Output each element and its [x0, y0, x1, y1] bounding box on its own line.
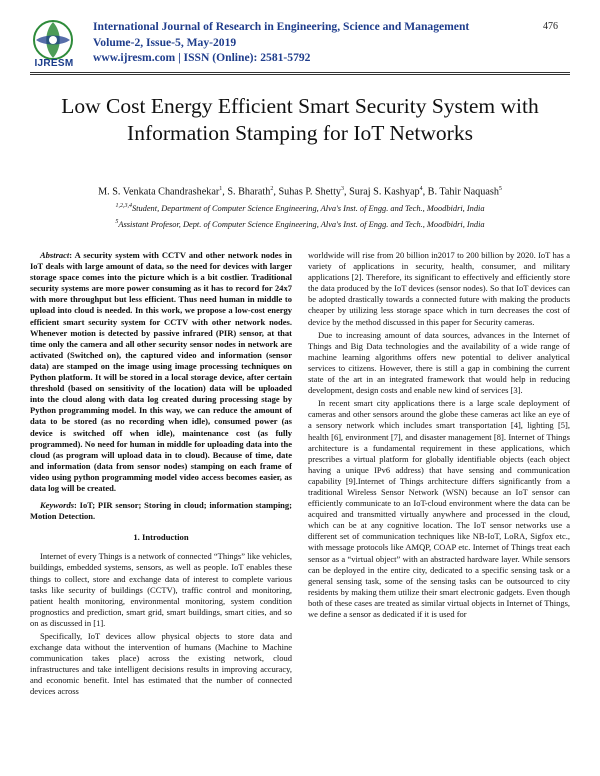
author-list: M. S. Venkata Chandrashekar$^1$, S. Bharath$^2$, Suhas P. Shetty$^3$, Suraj S. Kashyap$^4$, B. Tahir Naquash$^5$: [98, 186, 502, 198]
journal-title: International Journal of Research in Engineering, Science and Management: [93, 20, 470, 33]
header-divider: [30, 72, 570, 73]
paragraph: Internet of every Things is a network of connected “Things” like vehicles, buildings, embedded systems, sensors, as well as people. IoT enables these things to collect, store and exchange data of interest to complete various tasks like security of buildings (CCTV), traffic control and monitoring, patient health monitoring, environmental monitoring, system condition prognostics and prediction, smart grid, smart buildings, smart cities, and so on as discussed in [1].: [30, 551, 292, 628]
affiliation-students: $^{1,2,3,4}$Student, Department of Computer Science Engineering, Alva's Inst. of Engg. and Tech., Moodbidri, India: [115, 203, 485, 213]
header-divider-2: [30, 74, 570, 75]
affiliation-professor: $^5$Assistant Profesor, Dept. of Computer Science Engineering, Alva's Inst. of Engg. and Tech., Moodbidri, India: [115, 219, 485, 229]
left-column: [30, 250, 292, 700]
paper-title: Low Cost Energy Efficient Smart Security System with Information Stamping for IoT Networks: [61, 94, 539, 145]
author-name: S. Bharath: [227, 186, 271, 198]
journal-url-issn: www.ijresm.com | ISSN (Online): 2581-5792: [93, 51, 311, 64]
logo-text: IJRESM: [34, 58, 74, 69]
paragraph: Specifically, IoT devices allow physical objects to store data and exchange data without the intervention of humans (Machine to Machine communication takes place) across the existing network, cloud infrastructures and take intelligent decisions results in improving accuracy, and economic benefit. Intel has estimated that the number of connected devices across: [30, 631, 292, 697]
right-column: [308, 250, 570, 622]
abstract: Abstract: A security system with CCTV and other network nodes in IoT deals with large amount of data, so the need for devices with larger storage space comes into the picture which is a bit costlier. Traditional security systems are more power consuming as it has to record for 24x7 with more throughput but less efficient. Thus need human in middle to upload into cloud is needed. In this work, we propose a low-cost energy efficient smart security system for CCTV with other network nodes. Whenever motion is detected by passive infrared (PIR) sensor, at that time only the camera and all other security sensor nodes in network are activated (Switched on), the captured video and information (sensor data) are stamped on the image using image processing techniques on Python platform. It will be stored in a local storage device, after certain threshold (based on sensitivity of the location) data will be uploaded into the cloud along with data log created during processing stage by Python programming model. In this way, we can reduce the amount of data to be stored (as no recording when idle), consumed power (as device is switched off when idle), maintenance cost (as fully programmed). No need for human in middle for uploading data into the cloud (as program will upload data in to cloud). Because of time, date and information (data from sensor nodes) stamping on each frame of video using python programming model video access becomes easier, as data log will be created.: [30, 250, 292, 493]
keywords: Keywords: IoT; PIR sensor; Storing in cloud; information stamping; Motion Detection.: [30, 500, 292, 522]
section-heading: 1. Introduction: [133, 532, 189, 543]
author-name: M. S. Venkata Chandrashekar: [98, 186, 220, 198]
journal-volume: Volume-2, Issue-5, May-2019: [93, 35, 237, 49]
paragraph: Due to increasing amount of data sources, advances in the Internet of Things and Big Data technologies and the availability of a wide range of machine learning algorithms offers new potential to deliver analytical services to citizens. However, there is still a gap in combining the current state of the art in an integrated framework that would help in reducing development, design costs and enable new kind of services [3].: [308, 329, 570, 396]
journal-header: [93, 19, 469, 66]
author-name: Suhas P. Shetty: [278, 186, 342, 198]
paragraph: worldwide will rise from 20 billion in2017 to 200 billion by 2020. IoT has a variety of applications in security, health, consumer, and military applications [2]. Therefore, its significant to effectively and efficiently store the data produced by the IoT devices (sensor nodes). So that IoT devices can be adopted drastically towards a connected future with making the products cheaper by utilizing less storage space which in turn decreases the cost of device by the method discussed in this paper for Security cameras.: [308, 250, 570, 327]
paragraph: In recent smart city applications there is a large scale deployment of cameras and other sensors around the globe these cameras act like an eye of a sensory network which includes smart transportation [4], lighting [5], health [6], environment [7], and disaster management [8]. Internet of Things architecture is a fundamental requirement in these applications, which prescribes a virtual platform for globally identifiable objects (each object having a unique IPv6 address) that have sensing and communication capability [9].Internet of Things architecture differs significantly from a traditional Wireless Sensor Network (WSN) because an IoT sensor can efficiently communicate to an IoT-cloud environment where the data can be acquired and transmitted virtually anywhere and processed in the cloud, which can be at any cognitive location. The IoT sensor networks use a different set of communication techniques like NB-IoT, LoRA, Sigfox etc., with message protocols like AMQP, COAP etc. Internet of Things treat each sensor as a “virtual object” with an abstracted hardware layer. While sensors can be deployed in the entire city, dedicated to a specific sensing task or a general sensing task, some of the sensing tasks can be outsourced to city residents by making them utilize their smart electronic gadgets. Even though both of these cases are treated as similar virtual objects in Internet of Things, we define a sensor as dedicated if it is used for: [308, 398, 570, 619]
author-name: Suraj S. Kashyap: [349, 186, 420, 198]
author-name: B. Tahir Naquash: [427, 186, 499, 198]
journal-logo-icon: [30, 18, 76, 62]
page-number: 476: [543, 21, 558, 32]
